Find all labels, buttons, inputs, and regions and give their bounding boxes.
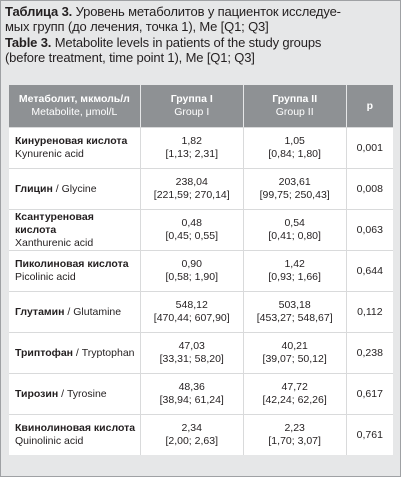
metabolite-name-cell (9, 414, 141, 455)
metabolite-name-en: Xanthurenic acid (15, 236, 94, 249)
metabolite-name-ru: Пиколиновая кислота (15, 258, 129, 270)
group-1-median: 2,34 (181, 422, 202, 434)
metabolite-name-ru: Ксантуреновая кислота (15, 210, 94, 236)
group-1-cell (141, 373, 244, 414)
p-value-cell: 0,001 (347, 127, 393, 168)
caption-en-text1: Metabolite levels in patients of the study groups (51, 35, 322, 50)
header-group-2-ru: Группа II (272, 93, 318, 105)
metabolite-name-en: Tyrosine (66, 387, 107, 400)
table-row (9, 209, 393, 250)
header-p-value (347, 85, 393, 127)
group-2-quartiles: [99,75; 250,43] (259, 189, 330, 201)
metabolite-name-en: Glycine (61, 182, 97, 195)
group-1-quartiles: [221,59; 270,14] (153, 189, 230, 201)
group-2-cell (244, 332, 347, 373)
group-1-median: 238,04 (175, 176, 208, 188)
table-header-row (9, 85, 393, 127)
group-1-quartiles: [470,44; 607,90] (153, 312, 230, 324)
metabolite-name-cell (9, 332, 141, 373)
group-1-median: 548,12 (175, 299, 208, 311)
caption-en-line1 (5, 35, 397, 50)
group-2-median: 40,21 (281, 340, 308, 352)
group-1-median: 0,90 (181, 258, 202, 270)
caption-ru-text1: Уровень метаболитов у пациенток исследуе- (72, 4, 341, 19)
metabolite-name-ru: Триптофан (15, 346, 74, 359)
group-1-median: 47,03 (178, 340, 205, 352)
group-2-cell (244, 291, 347, 332)
group-1-quartiles: [33,31; 58,20] (159, 353, 224, 365)
group-1-median: 0,48 (181, 217, 202, 229)
group-2-median: 503,18 (278, 299, 311, 311)
metabolite-name-ru: Кинуреновая кислота (15, 135, 128, 147)
header-group-1 (141, 85, 244, 127)
name-separator: / (64, 305, 74, 318)
name-separator: / (52, 182, 62, 195)
header-metabolite-en: Metabolite, μmol/L (31, 106, 118, 118)
p-value-cell: 0,238 (347, 332, 393, 373)
group-1-quartiles: [0,45; 0,55] (165, 230, 218, 242)
caption-ru-line1 (5, 4, 397, 19)
caption-ru-line2: мых групп (до лечения, точка 1), Me [Q1; Q3] (5, 19, 269, 34)
group-2-quartiles: [39,07; 50,12] (262, 353, 327, 365)
group-2-median: 2,23 (284, 422, 305, 434)
header-metabolite-ru: Метаболит, мкмоль/л (18, 93, 130, 105)
caption-en-line2: (before treatment, time point 1), Me [Q1; Q3] (5, 50, 255, 65)
group-1-quartiles: [2,00; 2,63] (165, 435, 218, 447)
group-2-quartiles: [0,41; 0,80] (268, 230, 321, 242)
table-row (9, 373, 393, 414)
group-1-quartiles: [38,94; 61,24] (159, 394, 224, 406)
header-metabolite (9, 85, 141, 127)
metabolite-table (9, 85, 393, 455)
caption-en-label: Table 3. (5, 35, 52, 50)
group-2-median: 0,54 (284, 217, 305, 229)
group-2-median: 1,05 (284, 135, 305, 147)
group-2-quartiles: [453,27; 548,67] (256, 312, 333, 324)
table-row (9, 168, 393, 209)
table-caption (5, 4, 397, 65)
p-value-cell: 0,644 (347, 250, 393, 291)
group-1-cell (141, 414, 244, 455)
table-row (9, 291, 393, 332)
p-value-cell: 0,008 (347, 168, 393, 209)
group-1-cell (141, 332, 244, 373)
group-2-median: 1,42 (284, 258, 305, 270)
metabolite-name-en: Tryptophan (81, 346, 135, 359)
group-2-cell (244, 168, 347, 209)
group-1-cell (141, 168, 244, 209)
header-group-1-en: Group I (174, 106, 210, 118)
group-2-quartiles: [0,84; 1,80] (268, 148, 321, 160)
metabolite-name-en: Quinolinic acid (15, 435, 84, 447)
group-2-cell (244, 209, 347, 250)
name-separator: / (73, 346, 82, 359)
group-2-quartiles: [42,24; 62,26] (262, 394, 327, 406)
metabolite-name-ru: Глутамин (15, 305, 65, 318)
group-2-median: 203,61 (278, 176, 311, 188)
metabolite-name-cell (9, 168, 141, 209)
metabolite-name-ru: Квинолиновая кислота (15, 422, 136, 434)
group-2-quartiles: [0,93; 1,66] (268, 271, 321, 283)
metabolite-name-ru: Глицин (15, 182, 53, 195)
metabolite-name-ru: Тирозин (15, 387, 59, 400)
header-group-2 (244, 85, 347, 127)
header-group-1-ru: Группа I (170, 93, 213, 105)
name-separator: / (58, 387, 67, 400)
caption-ru-label: Таблица 3. (5, 4, 73, 19)
group-1-quartiles: [0,58; 1,90] (165, 271, 218, 283)
group-2-cell (244, 414, 347, 455)
header-group-2-en: Group II (275, 106, 314, 118)
metabolite-name-cell (9, 209, 141, 250)
group-2-cell (244, 250, 347, 291)
metabolite-name-en: Kynurenic acid (15, 148, 84, 160)
group-2-median: 47,72 (281, 381, 308, 393)
group-1-cell (141, 291, 244, 332)
p-value-cell: 0,761 (347, 414, 393, 455)
group-1-median: 48,36 (178, 381, 205, 393)
group-2-cell (244, 373, 347, 414)
group-2-cell (244, 127, 347, 168)
metabolite-name-cell (9, 291, 141, 332)
metabolite-name-cell (9, 373, 141, 414)
group-1-quartiles: [1,13; 2,31] (165, 148, 218, 160)
p-value-cell: 0,617 (347, 373, 393, 414)
metabolite-name-cell (9, 250, 141, 291)
metabolite-name-en: Glutamine (73, 305, 122, 318)
group-2-quartiles: [1,70; 3,07] (268, 435, 321, 447)
table-row (9, 250, 393, 291)
metabolite-name-en: Picolinic acid (15, 271, 76, 283)
p-value-cell: 0,063 (347, 209, 393, 250)
table-row (9, 127, 393, 168)
header-p-ru: p (366, 99, 374, 112)
table-row (9, 332, 393, 373)
group-1-median: 1,82 (181, 135, 202, 147)
table-row (9, 414, 393, 455)
metabolite-name-cell (9, 127, 141, 168)
group-1-cell (141, 209, 244, 250)
p-value-cell: 0,112 (347, 291, 393, 332)
group-1-cell (141, 127, 244, 168)
group-1-cell (141, 250, 244, 291)
